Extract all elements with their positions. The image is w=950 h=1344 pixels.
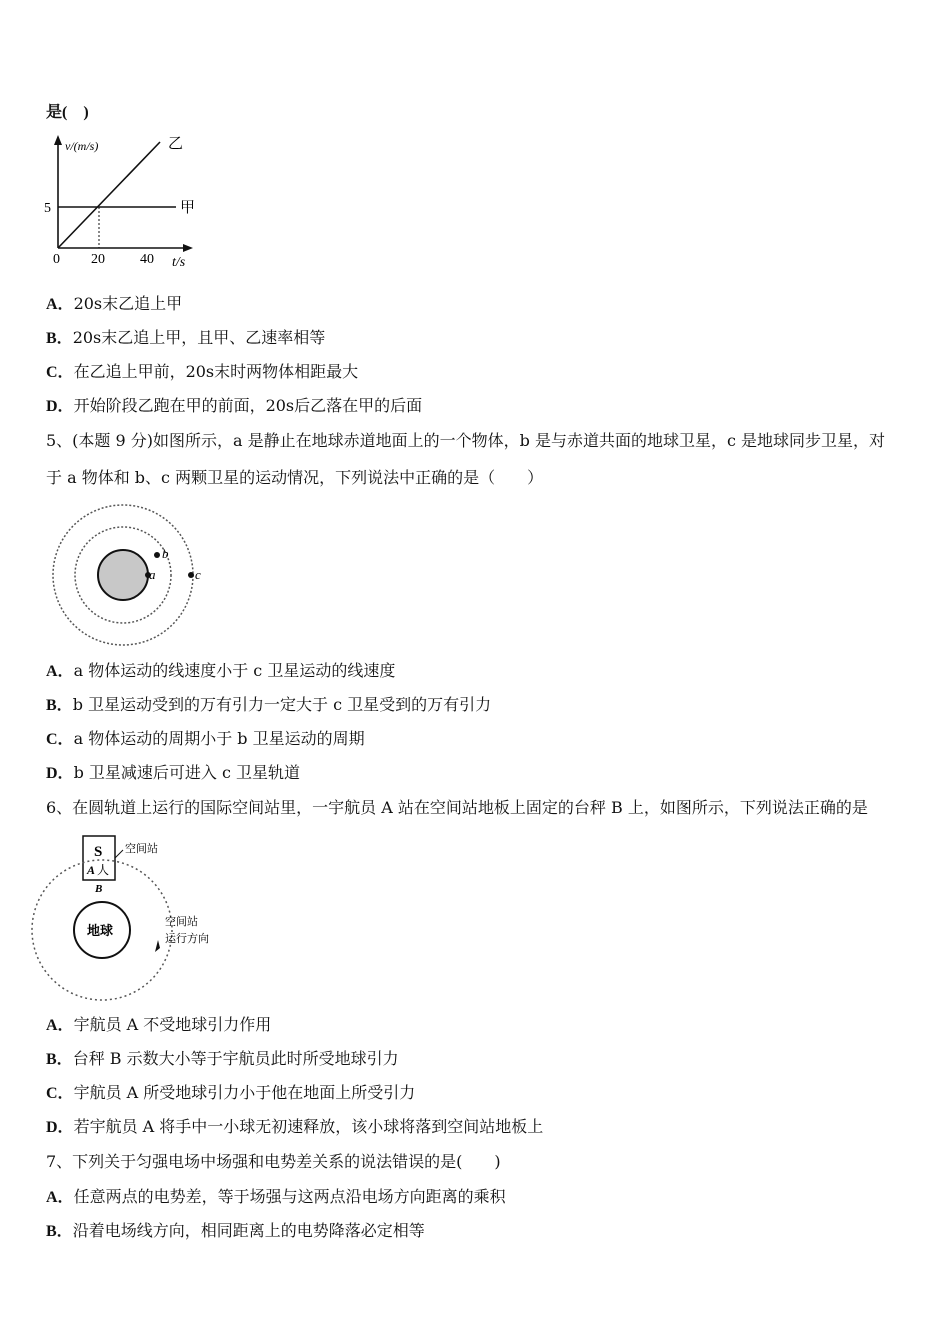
q6-space-station-figure bbox=[45, 830, 245, 1010]
line-yi-label: 乙 bbox=[168, 136, 184, 152]
x-tick-20: 20 bbox=[91, 252, 105, 267]
label-c: c bbox=[195, 567, 201, 582]
satellite-c bbox=[188, 572, 194, 578]
astronaut-icon: 人 bbox=[97, 863, 110, 877]
q5-stem-line1: 5、(本题 9 分)如图所示，a 是静止在地球赤道地面上的一个物体，b 是与赤道共面的地球卫星，c 是地球同步卫星，对 bbox=[46, 431, 886, 450]
q6-stem: 6、在圆轨道上运行的国际空间站里，一宇航员 A 站在空间站地板上固定的台秤 B 上，如图所示，下列说法正确的是 bbox=[46, 798, 868, 817]
y-axis-arrow bbox=[54, 135, 62, 145]
y-axis-label: v/(m/s) bbox=[65, 139, 99, 153]
q7-option-b: B．沿着电场线方向，相同距离上的电势降落必定相等 bbox=[46, 1221, 425, 1240]
q4-option-c: C．在乙追上甲前，20s末时两物体相距最大 bbox=[46, 362, 359, 381]
q5-stem-line2: 于 a 物体和 b、c 两颗卫星的运动情况，下列说法中正确的是（ ） bbox=[46, 468, 544, 487]
label-A: A bbox=[87, 863, 96, 877]
q5-option-d: D．b 卫星减速后可进入 c 卫星轨道 bbox=[46, 763, 301, 782]
q4-option-b: B．20s末乙追上甲，且甲、乙速率相等 bbox=[46, 328, 326, 347]
satellite-b bbox=[154, 552, 160, 558]
q4-velocity-time-graph bbox=[40, 130, 210, 270]
line-jia-label: 甲 bbox=[180, 200, 196, 216]
direction-label-2: 运行方向 bbox=[165, 933, 209, 945]
q5-option-c: C．a 物体运动的周期小于 b 卫星运动的周期 bbox=[46, 729, 365, 748]
q6-option-d: D．若宇航员 A 将手中一小球无初速释放，该小球将落到空间站地板上 bbox=[46, 1117, 544, 1136]
q6-option-c: C．宇航员 A 所受地球引力小于他在地面上所受引力 bbox=[46, 1083, 416, 1102]
x-tick-0: 0 bbox=[53, 252, 60, 267]
x-tick-40: 40 bbox=[140, 252, 154, 267]
q6-option-b: B．台秤 B 示数大小等于宇航员此时所受地球引力 bbox=[46, 1049, 399, 1068]
q4-stem-tail: 是( ) bbox=[46, 104, 89, 121]
label-b: b bbox=[162, 546, 169, 561]
earth-label: 地球 bbox=[87, 923, 114, 938]
x-axis-arrow bbox=[183, 244, 193, 252]
q5-option-b: B．b 卫星运动受到的万有引力一定大于 c 卫星受到的万有引力 bbox=[46, 695, 492, 714]
label-S: S bbox=[94, 844, 103, 860]
q5-option-a: A．a 物体运动的线速度小于 c 卫星运动的线速度 bbox=[46, 661, 396, 680]
q7-stem: 7、下列关于匀强电场中场强和电势差关系的说法错误的是( ) bbox=[46, 1152, 501, 1171]
label-a: a bbox=[149, 567, 156, 582]
label-B: B bbox=[95, 883, 103, 895]
q6-option-a: A．宇航员 A 不受地球引力作用 bbox=[46, 1015, 272, 1034]
station-pointer bbox=[115, 850, 123, 858]
q7-option-a: A．任意两点的电势差，等于场强与这两点沿电场方向距离的乘积 bbox=[46, 1187, 506, 1206]
x-axis-label: t/s bbox=[172, 255, 186, 270]
station-label: 空间站 bbox=[125, 843, 158, 855]
q4-option-d: D．开始阶段乙跑在甲的前面，20s后乙落在甲的后面 bbox=[46, 396, 423, 415]
q5-orbit-figure bbox=[45, 500, 205, 650]
line-yi bbox=[58, 142, 160, 248]
q4-option-a: A．20s末乙追上甲 bbox=[46, 294, 183, 313]
earth-disk bbox=[98, 550, 148, 600]
y-tick-5: 5 bbox=[44, 201, 51, 216]
direction-label-1: 空间站 bbox=[165, 916, 198, 928]
direction-arrow bbox=[155, 940, 160, 952]
